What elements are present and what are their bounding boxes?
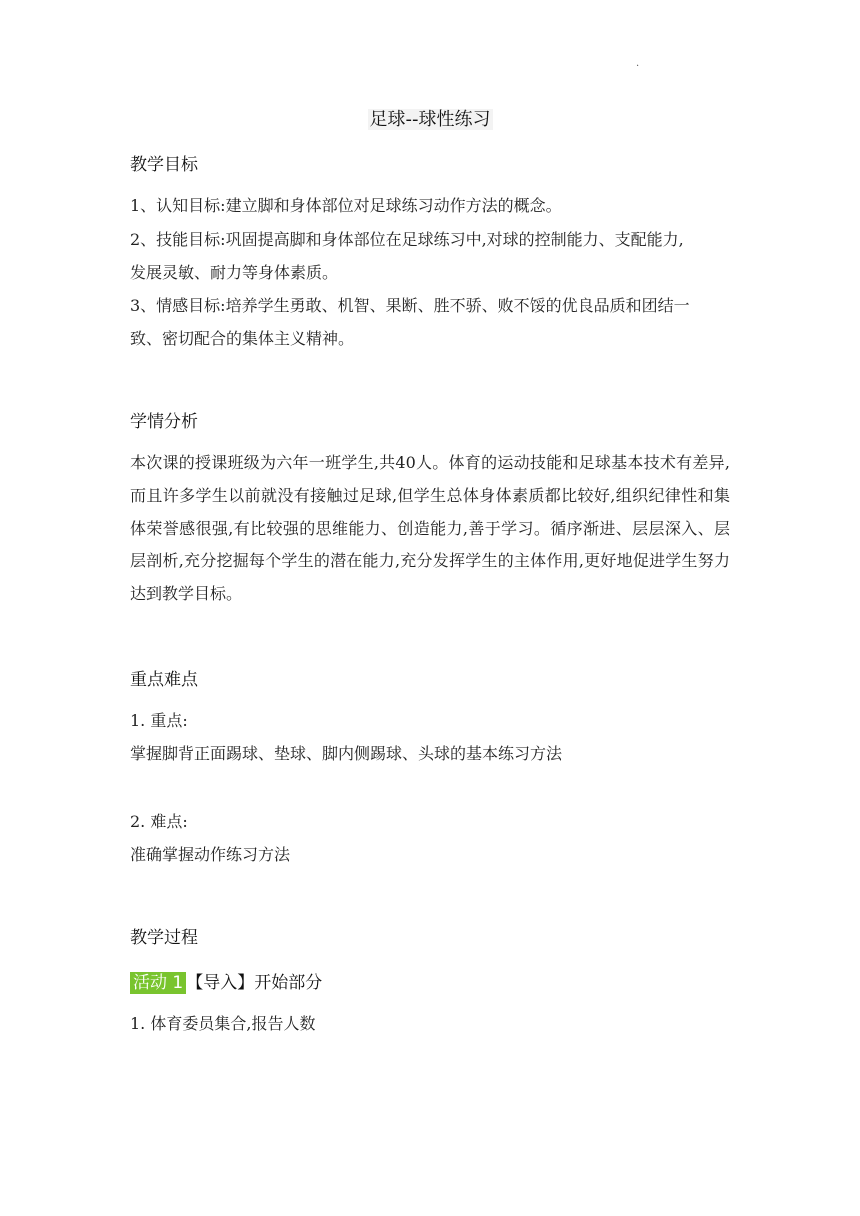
objective-line-5: 致、密切配合的集体主义精神。 (130, 329, 355, 348)
heading-analysis: 学情分析 (130, 412, 198, 432)
heading-process: 教学过程 (130, 928, 198, 948)
key-label: 1. 重点: (130, 711, 188, 730)
objective-line-1: 1、认知目标:建立脚和身体部位对足球练习动作方法的概念。 (130, 196, 562, 215)
difficult-label: 2. 难点: (130, 812, 188, 831)
header-dot: . (636, 58, 640, 69)
difficult-text: 准确掌握动作练习方法 (130, 845, 291, 864)
activity-title: 【导入】开始部分 (186, 973, 323, 993)
objective-line-2: 2、技能目标:巩固提高脚和身体部位在足球练习中,对球的控制能力、支配能力, (130, 230, 684, 249)
process-step-1: 1. 体育委员集合,报告人数 (130, 1014, 316, 1033)
objective-line-3: 发展灵敏、耐力等身体素质。 (130, 263, 339, 282)
heading-objectives: 教学目标 (130, 155, 198, 175)
objective-line-4: 3、情感目标:培养学生勇敢、机智、果断、胜不骄、败不馁的优良品质和团结一 (130, 296, 690, 315)
activity-badge: 活动 1 (130, 972, 186, 994)
document-title (0, 108, 860, 132)
key-text: 掌握脚背正面踢球、垫球、脚内侧踢球、头球的基本练习方法 (130, 744, 563, 763)
analysis-paragraph: 本次课的授课班级为六年一班学生,共40人。体育的运动技能和足球基本技术有差异,而且许多学生以前就没有接触过足球,但学生总体身体素质都比较好,组织纪律性和集体荣誉感很强,有比较强的思维能力、创造能力,善于学习。循序渐进、层层深入、层层剖析,充分挖掘每个学生的潜在能力,充分发挥学生的主体作用,更好地促进学生努力达到教学目标。 (130, 453, 730, 604)
heading-keypoints: 重点难点 (130, 670, 198, 690)
activity-row (130, 970, 322, 996)
document-title-text: 足球--球性练习 (369, 109, 491, 130)
